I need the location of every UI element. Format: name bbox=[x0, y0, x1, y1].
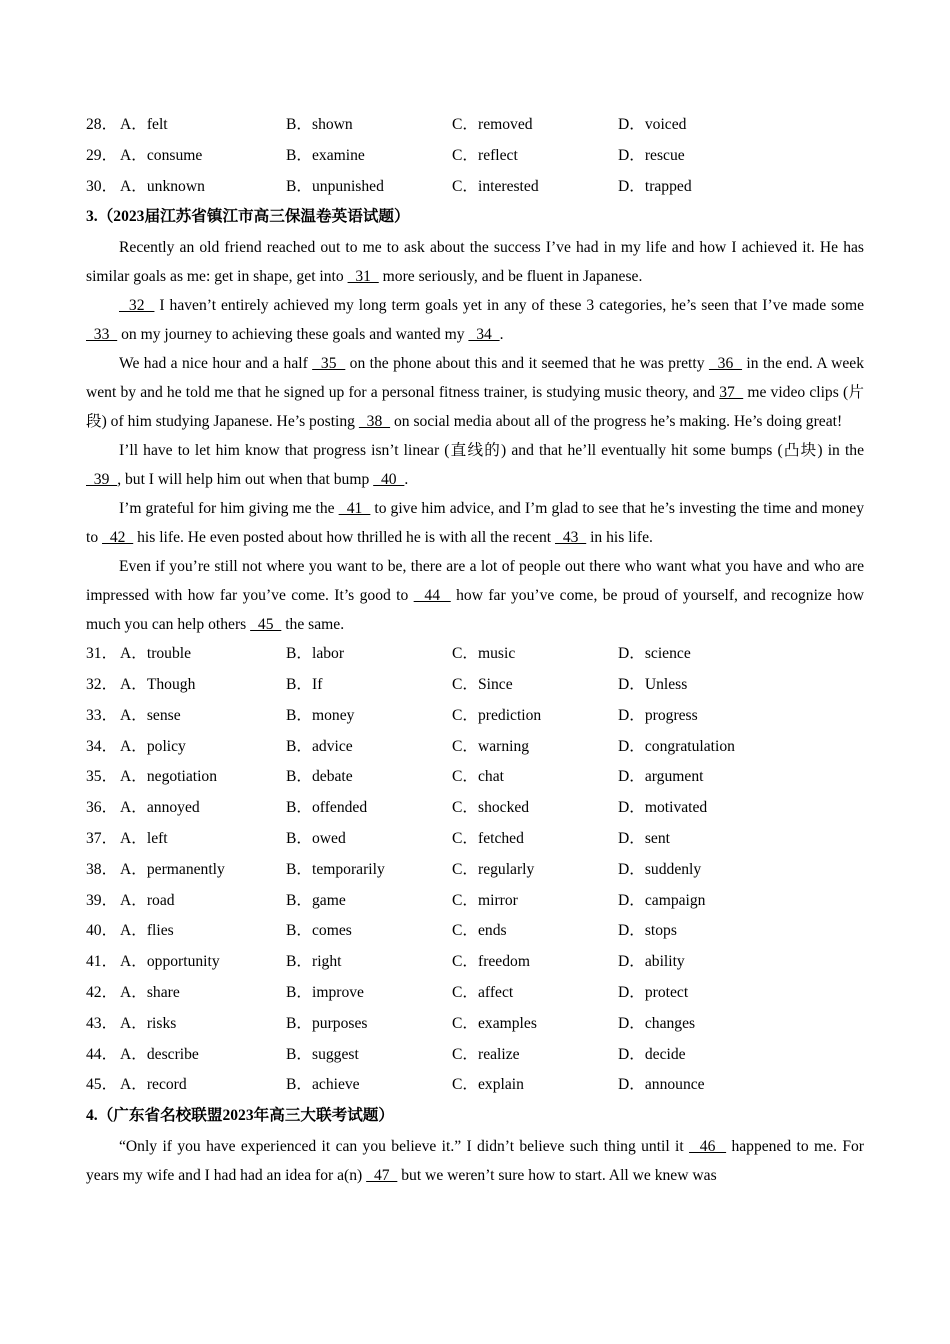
option-c[interactable]: C．chat bbox=[452, 768, 504, 786]
question-number: 33． bbox=[86, 706, 118, 724]
option-d[interactable]: D．rescue bbox=[618, 146, 685, 164]
option-row bbox=[86, 141, 864, 172]
blank-39[interactable]: 39 bbox=[86, 471, 118, 489]
option-a[interactable]: A．trouble bbox=[120, 645, 192, 663]
section3-paragraph-3: We had a nice hour and a half 35 on the phone about this and it seemed that he was pretty 36 in the end. A week went by and he told me that he signed up for a personal fitness trainer, is studying music theory, and 37 me video clips (片段) of him studying Japanese. He’s posting 38 on social media about all of the progress he’s making. He’s doing great! bbox=[86, 355, 865, 431]
option-a[interactable]: A．permanently bbox=[120, 860, 225, 878]
option-row bbox=[86, 793, 864, 824]
option-d[interactable]: D．progress bbox=[618, 706, 698, 724]
option-b[interactable]: B．examine bbox=[286, 146, 365, 164]
option-c[interactable]: C．reflect bbox=[452, 146, 518, 164]
option-a[interactable]: A．describe bbox=[120, 1045, 199, 1063]
question-number: 28． bbox=[86, 116, 118, 133]
question-number: 39． bbox=[86, 891, 118, 909]
option-b[interactable]: B．owed bbox=[286, 829, 346, 847]
blank-44[interactable]: 44 bbox=[413, 587, 451, 605]
option-c[interactable]: C．explain bbox=[452, 1076, 524, 1094]
option-row bbox=[86, 855, 864, 886]
option-row bbox=[86, 732, 864, 763]
option-row bbox=[86, 886, 864, 917]
option-a[interactable]: A．record bbox=[120, 1076, 187, 1094]
question-number: 32． bbox=[86, 675, 118, 693]
blank-40[interactable]: 40 bbox=[373, 471, 405, 489]
option-d[interactable]: D．voiced bbox=[618, 116, 687, 133]
section3-options bbox=[86, 639, 864, 1101]
blank-47[interactable]: 47 bbox=[366, 1166, 398, 1184]
question-number: 42． bbox=[86, 983, 118, 1001]
blank-41[interactable]: 41 bbox=[338, 500, 371, 518]
option-c[interactable]: C．prediction bbox=[452, 706, 542, 724]
option-c[interactable]: C．examples bbox=[452, 1014, 537, 1032]
section3-heading: 3.（2023届江苏省镇江市高三保温卷英语试题） bbox=[86, 208, 410, 226]
option-c[interactable]: C．shocked bbox=[452, 799, 530, 817]
question-number: 44． bbox=[86, 1045, 118, 1063]
option-b[interactable]: B．suggest bbox=[286, 1045, 359, 1063]
option-d[interactable]: D．science bbox=[618, 645, 691, 663]
blank-42[interactable]: 42 bbox=[102, 529, 134, 547]
option-a[interactable]: A．Though bbox=[120, 675, 196, 693]
option-b[interactable]: B．achieve bbox=[286, 1076, 360, 1094]
option-a[interactable]: A．unknown bbox=[120, 177, 205, 195]
option-a[interactable]: A．opportunity bbox=[120, 953, 220, 971]
option-d[interactable]: D．motivated bbox=[618, 799, 708, 817]
section3-paragraph-1: Recently an old friend reached out to me to ask about the success I’ve had in my life and how I achieved it. He has similar goals as me: get in shape, get into 31 more seriously, and be fluent in Japanese. bbox=[86, 239, 864, 286]
blank-45[interactable]: 45 bbox=[250, 616, 282, 634]
option-c[interactable]: C．realize bbox=[452, 1045, 520, 1063]
option-a[interactable]: A．share bbox=[120, 983, 180, 1001]
question-number: 40． bbox=[86, 922, 118, 940]
blank-32[interactable]: 32 bbox=[119, 297, 155, 315]
option-row bbox=[86, 172, 864, 203]
option-b[interactable]: B．comes bbox=[286, 922, 352, 940]
option-a[interactable]: A．left bbox=[120, 829, 168, 847]
option-a[interactable]: A．annoyed bbox=[120, 799, 200, 817]
option-c[interactable]: C．mirror bbox=[452, 891, 518, 909]
section3-paragraph-6: Even if you’re still not where you want to be, there are a lot of people out there who want what you have and who are impressed with how far you’ve come. It’s good to 44 how far you’ve come, be proud of yourself, and recognize how much you can help others 45 the same. bbox=[86, 558, 864, 634]
option-row bbox=[86, 916, 864, 947]
option-c[interactable]: C．Since bbox=[452, 675, 513, 693]
option-a[interactable]: A．road bbox=[120, 891, 175, 909]
option-c[interactable]: C．fetched bbox=[452, 829, 524, 847]
option-d[interactable]: D．trapped bbox=[618, 177, 692, 195]
option-row bbox=[86, 110, 864, 141]
option-b[interactable]: B．offended bbox=[286, 799, 368, 817]
option-b[interactable]: B．temporarily bbox=[286, 860, 385, 878]
option-a[interactable]: A．negotiation bbox=[120, 768, 218, 786]
option-b[interactable]: B．game bbox=[286, 891, 346, 909]
option-a[interactable]: A．policy bbox=[120, 737, 186, 755]
option-a[interactable]: A．consume bbox=[120, 146, 203, 164]
option-b[interactable]: B．right bbox=[286, 953, 342, 971]
option-d[interactable]: D．decide bbox=[618, 1045, 686, 1063]
section2-options bbox=[86, 110, 864, 202]
option-c[interactable]: C．removed bbox=[452, 116, 533, 133]
option-c[interactable]: C．regularly bbox=[452, 860, 535, 878]
option-b[interactable]: B．labor bbox=[286, 645, 345, 663]
option-row bbox=[86, 824, 864, 855]
blank-34[interactable]: 34 bbox=[468, 326, 500, 344]
section3-paragraph-5: I’m grateful for him giving me the 41 to give him advice, and I’m glad to see that he’s investing the time and money to 42 his life. He even posted about how thrilled he is with all the recent 43 in his life. bbox=[86, 500, 865, 547]
option-b[interactable]: B．If bbox=[286, 675, 323, 693]
option-d[interactable]: D．campaign bbox=[618, 891, 706, 909]
section3-paragraph-2: 32 I haven’t entirely achieved my long term goals yet in any of these 3 categories, he’s seen that I’ve made some 33 on my journey to achieving these goals and wanted my 34 . bbox=[86, 297, 865, 344]
option-d[interactable]: D．changes bbox=[618, 1014, 696, 1032]
option-row bbox=[86, 1070, 864, 1101]
option-d[interactable]: D．stops bbox=[618, 922, 677, 940]
section3-paragraph-4: I’ll have to let him know that progress isn’t linear (直线的) and that he’ll eventually hit some bumps (凸块) in the 39 , but I will help him out when that bump 40 . bbox=[86, 442, 864, 489]
blank-37[interactable]: 37 bbox=[719, 384, 744, 402]
option-d[interactable]: D．protect bbox=[618, 983, 689, 1001]
question-number: 38． bbox=[86, 860, 118, 878]
option-b[interactable]: B．unpunished bbox=[286, 177, 384, 195]
blank-36[interactable]: 36 bbox=[708, 355, 743, 373]
question-number: 34． bbox=[86, 737, 118, 755]
question-number: 30． bbox=[86, 177, 118, 195]
option-b[interactable]: B．advice bbox=[286, 737, 353, 755]
question-number: 35． bbox=[86, 768, 118, 786]
option-d[interactable]: D．argument bbox=[618, 768, 704, 786]
blank-46[interactable]: 46 bbox=[689, 1137, 727, 1155]
blank-35[interactable]: 35 bbox=[312, 355, 346, 373]
question-number: 36． bbox=[86, 799, 118, 817]
blank-43[interactable]: 43 bbox=[555, 529, 587, 547]
option-b[interactable]: B．improve bbox=[286, 983, 364, 1001]
question-number: 31． bbox=[86, 645, 118, 663]
option-row bbox=[86, 670, 864, 701]
question-number: 41． bbox=[86, 953, 118, 971]
option-d[interactable]: D．announce bbox=[618, 1076, 705, 1094]
question-number: 29． bbox=[86, 146, 118, 164]
option-d[interactable]: D．ability bbox=[618, 953, 685, 971]
option-d[interactable]: D．sent bbox=[618, 829, 670, 847]
option-c[interactable]: C．ends bbox=[452, 922, 507, 940]
option-row bbox=[86, 1009, 864, 1040]
option-b[interactable]: B．money bbox=[286, 706, 355, 724]
option-b[interactable]: B．shown bbox=[286, 116, 353, 133]
option-row bbox=[86, 701, 864, 732]
blank-38[interactable]: 38 bbox=[358, 413, 391, 431]
option-a[interactable]: A．sense bbox=[120, 706, 181, 724]
section4-heading: 4.（广东省名校联盟2023年高三大联考试题） bbox=[86, 1107, 394, 1125]
document-page bbox=[86, 110, 864, 1190]
option-row bbox=[86, 978, 864, 1009]
option-d[interactable]: D．Unless bbox=[618, 675, 688, 693]
option-c[interactable]: C．affect bbox=[452, 983, 514, 1001]
option-d[interactable]: D．suddenly bbox=[618, 860, 702, 878]
option-d[interactable]: D．congratulation bbox=[618, 737, 735, 755]
option-b[interactable]: B．debate bbox=[286, 768, 353, 786]
option-row bbox=[86, 639, 864, 670]
option-row bbox=[86, 947, 864, 978]
option-c[interactable]: C．interested bbox=[452, 177, 539, 195]
option-c[interactable]: C．freedom bbox=[452, 953, 530, 971]
question-number: 45． bbox=[86, 1076, 118, 1094]
option-row bbox=[86, 1040, 864, 1071]
option-a[interactable]: A．felt bbox=[120, 116, 168, 133]
option-a[interactable]: A．risks bbox=[120, 1014, 177, 1032]
blank-31[interactable]: 31 bbox=[347, 268, 379, 286]
question-number: 37． bbox=[86, 829, 118, 847]
blank-33[interactable]: 33 bbox=[86, 326, 118, 344]
option-row bbox=[86, 762, 864, 793]
question-number: 43． bbox=[86, 1014, 118, 1032]
option-a[interactable]: A．flies bbox=[120, 922, 174, 940]
option-c[interactable]: C．music bbox=[452, 645, 516, 663]
option-b[interactable]: B．purposes bbox=[286, 1014, 368, 1032]
section4-paragraph-1: “Only if you have experienced it can you believe it.” I didn’t believe such thing until it 46 happened to me. For years my wife and I had had an idea for a(n) 47 but we weren’t sure how to start. All we knew was bbox=[86, 1137, 864, 1184]
option-c[interactable]: C．warning bbox=[452, 737, 530, 755]
